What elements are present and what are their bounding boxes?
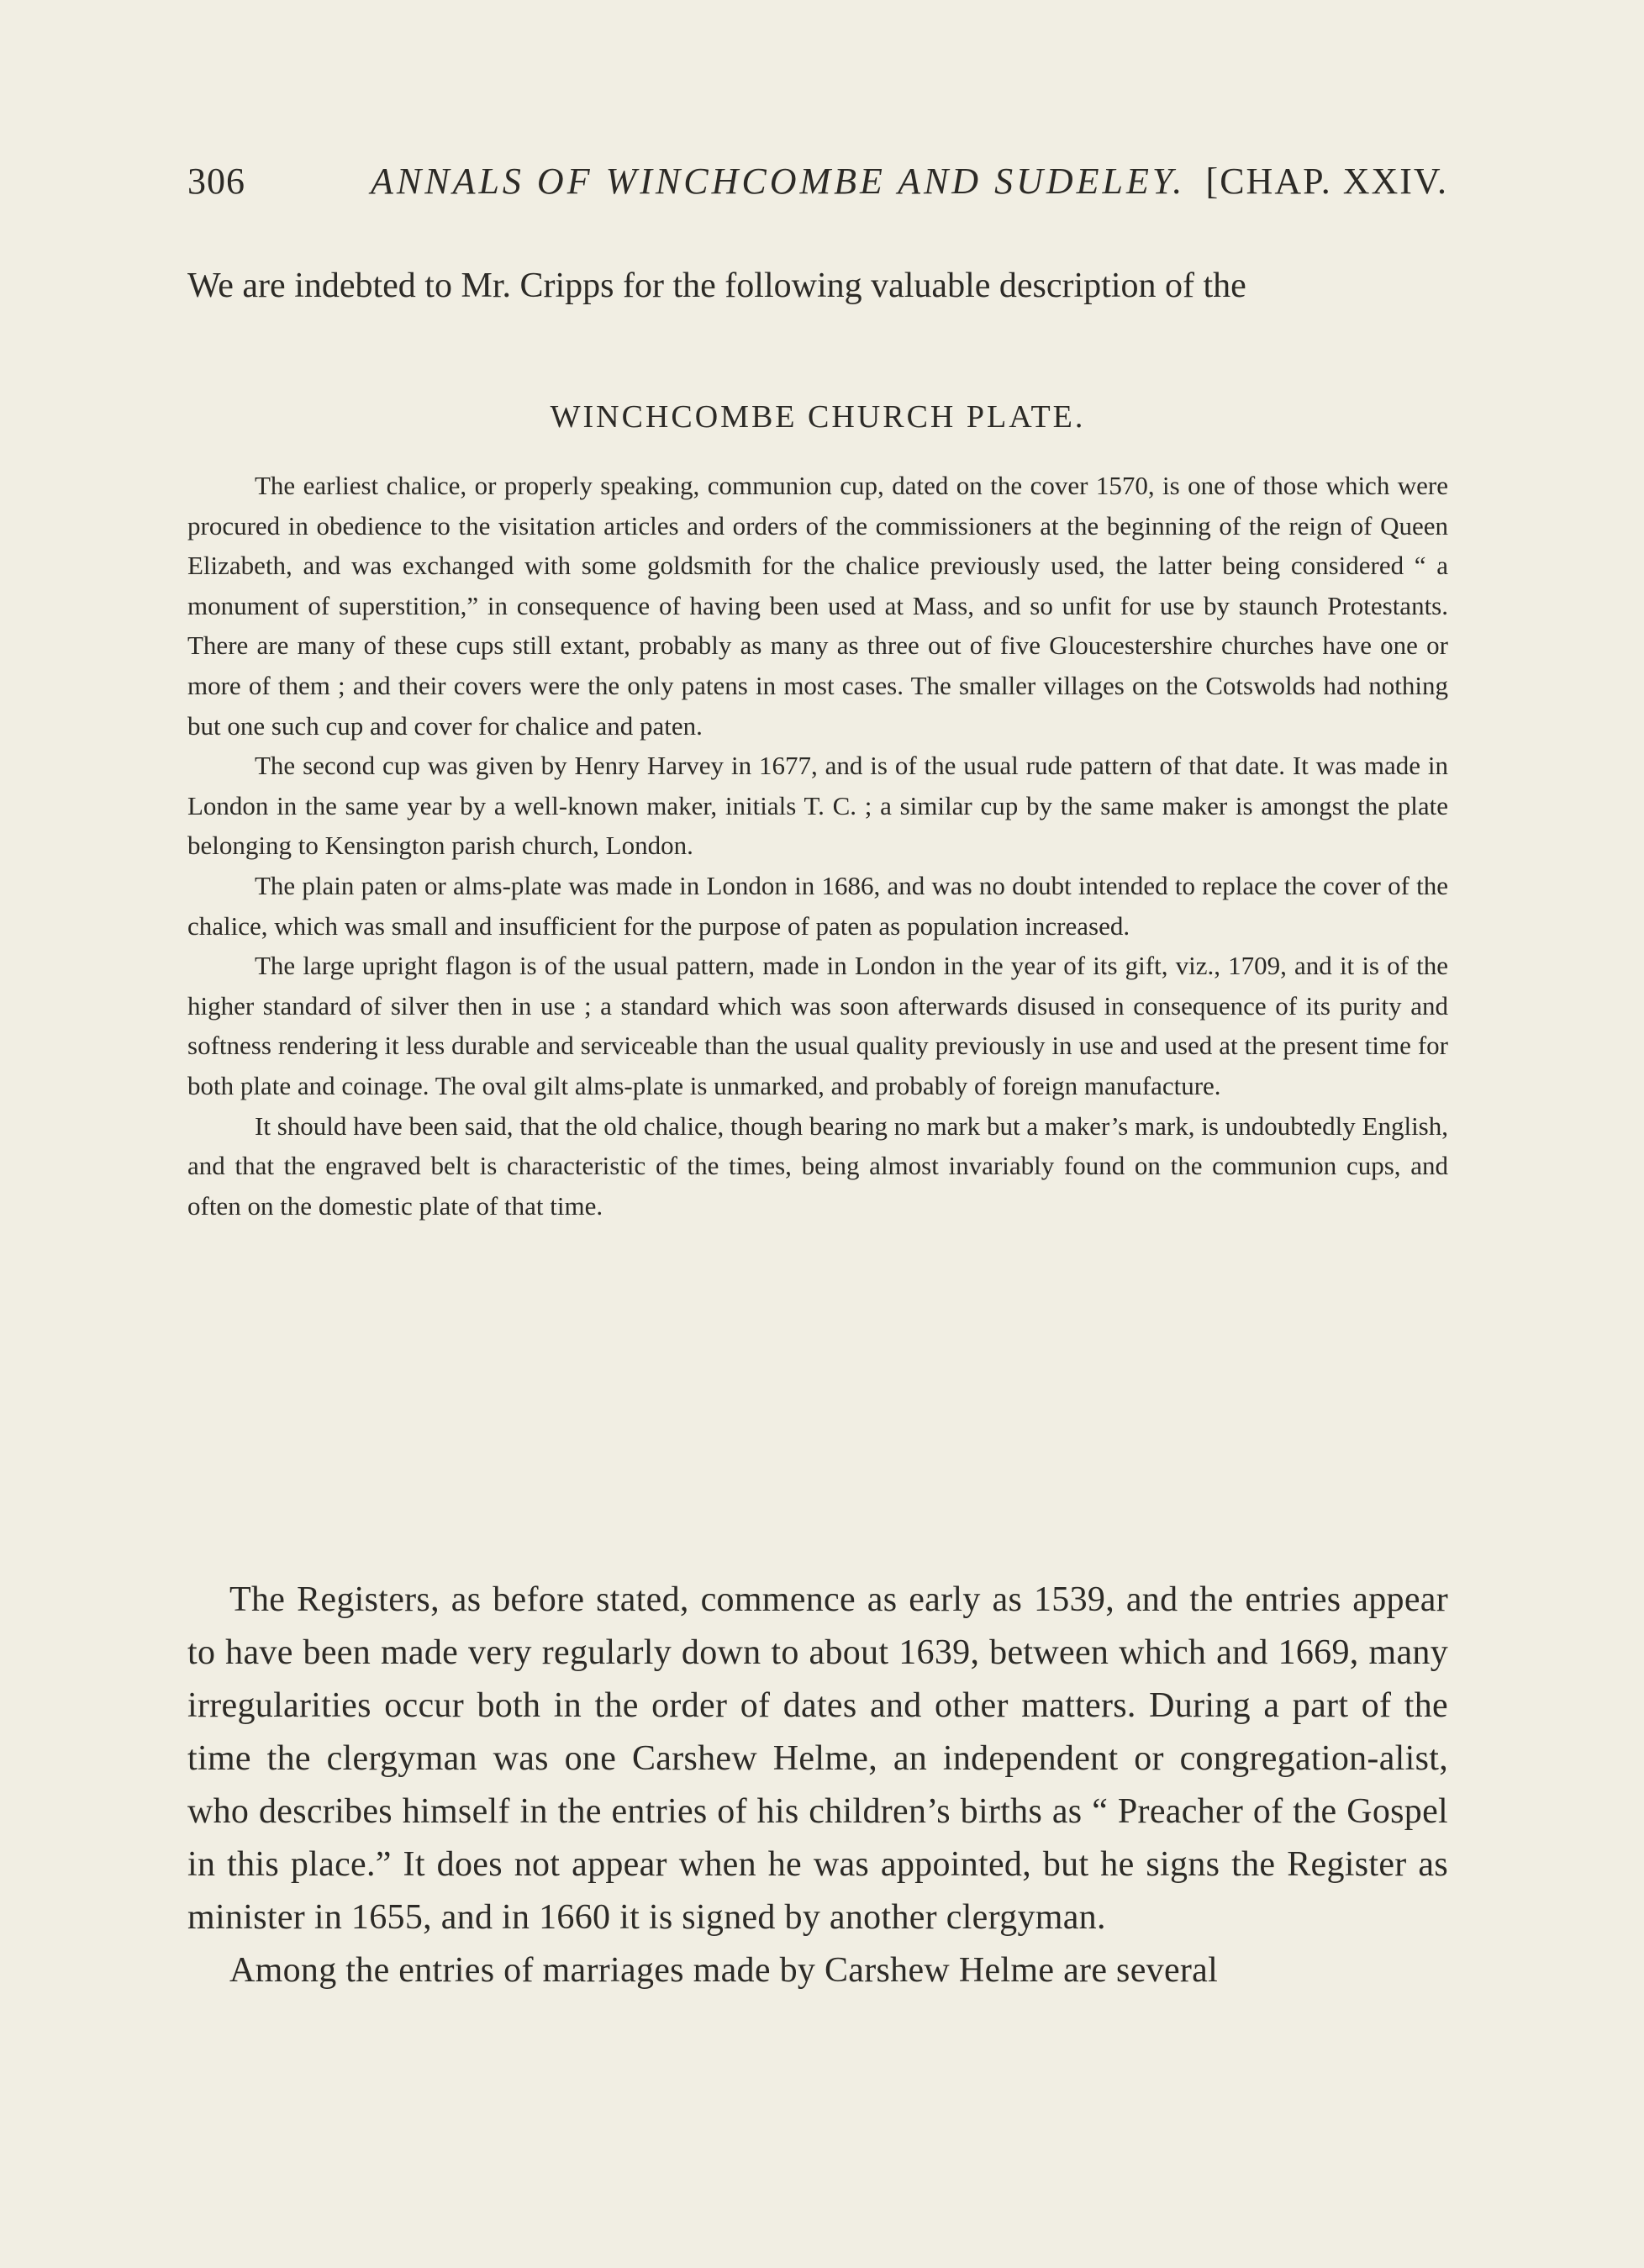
quoted-paragraph: The second cup was given by Henry Harvey in 1677, and is of the usual rude pattern of that date. It was made in London in the same year by a well-known maker, initials T. C. ; a similar cup by the same maker is amongst the plate belonging to Kensington parish church, London. [187,751,1448,861]
intro-paragraph: We are indebted to Mr. Cripps for the following valuable description of the [187,266,1246,305]
body-paragraph: The Registers, as before stated, commence as early as 1539, and the entries appear to have been made very regularly down to about 1639, between which and 1669, many irregularities occur both in the order of dates and other matters. During a part of the time the clergyman was one Carshew Helme, an independent or congregation-alist, who describes himself in the entries of his children’s births as “ Preacher of the Gospel in this place.” It does not appear when he was appointed, but he signs the Register as minister in 1655, and in 1660 it is signed by another clergyman. [187,1580,1448,1937]
section-heading: WINCHCOMBE CHURCH PLATE. [550,399,1086,435]
quoted-paragraph: The plain paten or alms-plate was made in London in 1686, and was no doubt intended to replace the cover of the chalice, which was small and insufficient for the purpose of paten as population increased. [187,870,1448,941]
quoted-paragraph: The earliest chalice, or properly speaking, communion cup, dated on the cover 1570, is one of those which were procured in obedience to the visitation articles and orders of the commissioners at the beginning of the reign of Queen Elizabeth, and was exchanged with some goldsmith for the chalice previously used, the latter being considered “ a monument of superstition,” in consequence of having been used at Mass, and so unfit for use by staunch Protestants. There are many of these cups still extant, probably as many as three out of five Gloucestershire churches have one or more of them ; and their covers were the only patens in most cases. The smaller villages on the Cotswolds had nothing but one such cup and cover for chalice and paten. [187,471,1448,741]
running-title: ANNALS OF WINCHCOMBE AND SUDELEY. [371,161,1186,202]
body-paragraph: Among the entries of marriages made by Carshew Helme are several [229,1951,1219,1990]
page-number: 306 [187,161,245,202]
main-text [187,1574,1448,1997]
chapter-reference: [CHAP. XXIV. [1205,161,1448,202]
quoted-paragraph: It should have been said, that the old chalice, though bearing no mark but a maker’s mark, is undoubtedly English, and that the engraved belt is characteristic of the times, being almost invariably found on the communion cups, and often on the domestic plate of that time. [187,1110,1448,1221]
quoted-paragraph: The large upright flagon is of the usual pattern, made in London in the year of its gift, viz., 1709, and it is of the higher standard of silver then in use ; a standard which was soon afterwards disused in consequence of its purity and softness rendering it less durable and serviceable than the usual quality previously in use and used at the present time for both plate and coinage. The oval gilt alms-plate is unmarked, and probably of foreign manufacture. [187,951,1448,1100]
running-head [187,160,1448,219]
quoted-description [187,466,1448,1226]
book-page [187,0,1448,2268]
